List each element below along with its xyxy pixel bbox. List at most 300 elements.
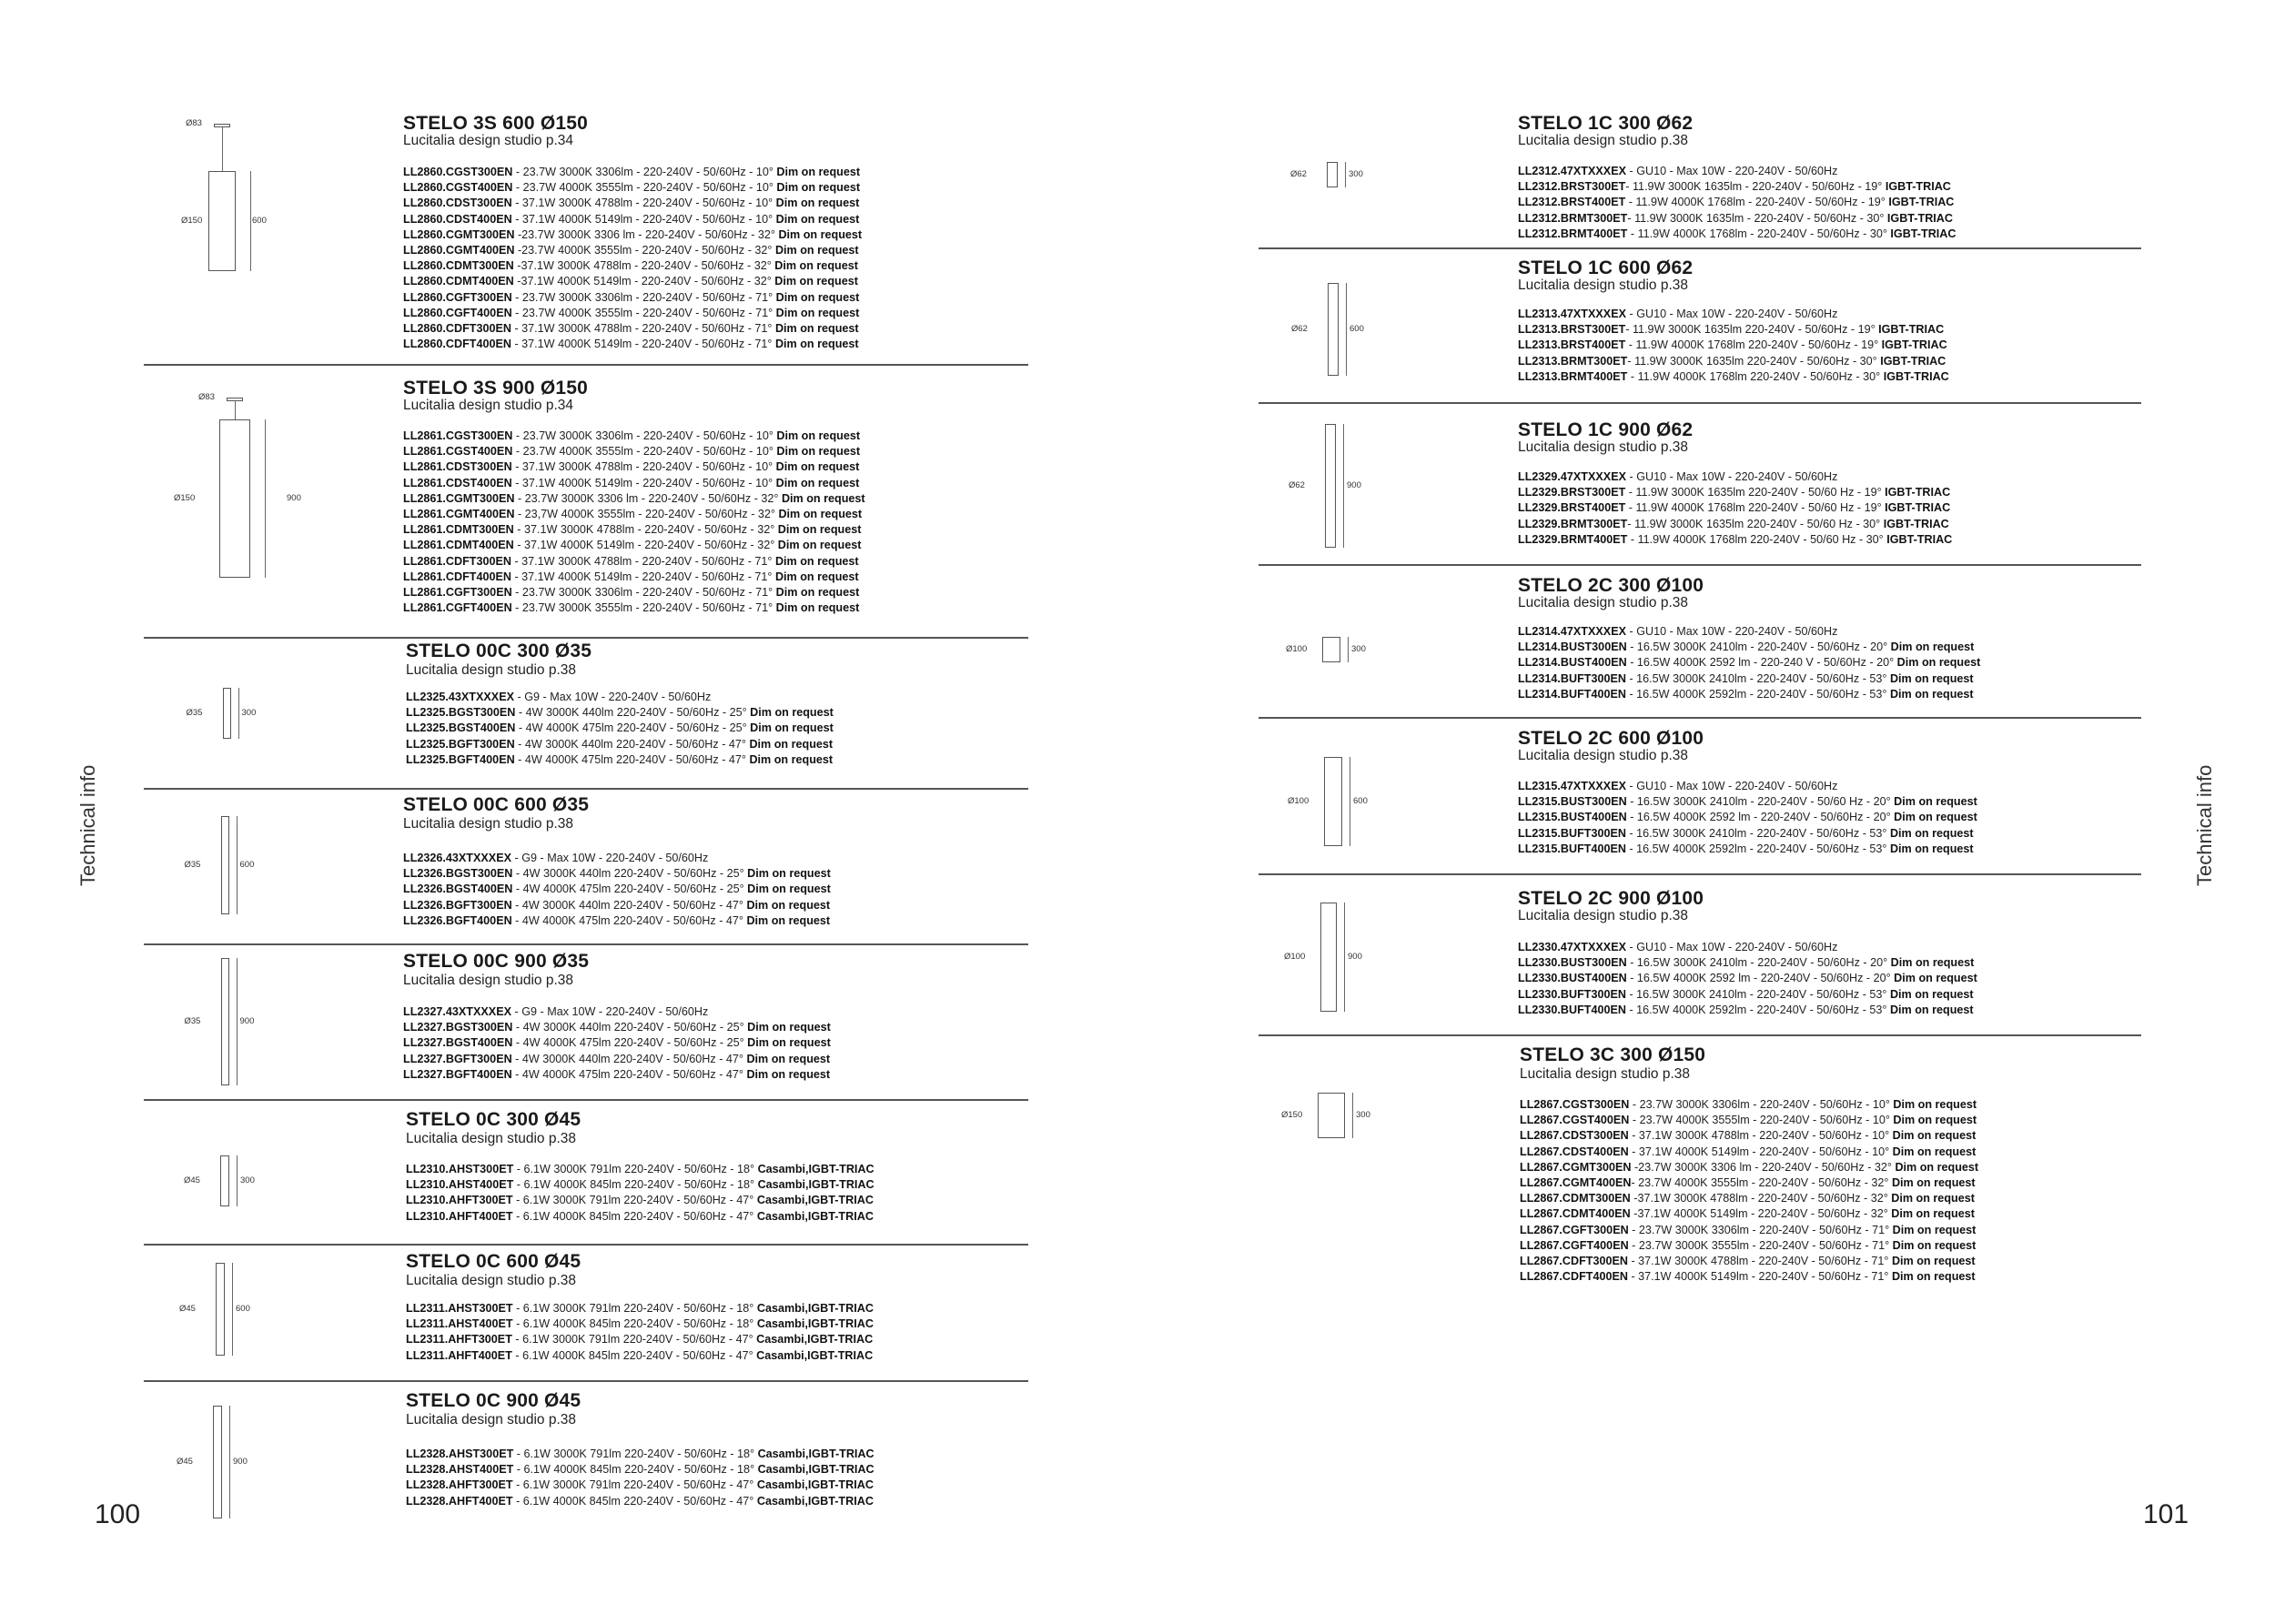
- product-subtitle: Lucitalia design studio p.38: [1518, 908, 1688, 923]
- length-label: 900: [239, 1016, 255, 1026]
- product-title: STELO 2C 300 Ø100: [1518, 575, 1704, 596]
- length-label: 300: [1351, 644, 1366, 654]
- spec-text: - 37.1W 4000K 5149lm - 220-240V - 50/60Hz - 10°: [511, 476, 776, 489]
- length-label: 300: [240, 1175, 255, 1185]
- product-code: LL2325.BGFT300EN: [406, 737, 515, 751]
- control-option: Dim on request: [776, 429, 861, 442]
- spec-row: [403, 1020, 831, 1035]
- control-option: IGBT-TRIAC: [1885, 180, 1951, 194]
- dimension-line: [229, 1406, 230, 1518]
- spec-row: [1518, 307, 1949, 322]
- spec-row: [406, 1348, 874, 1364]
- product-code: LL2861.CGST300EN: [403, 429, 513, 442]
- spec-row: [403, 600, 865, 616]
- control-option: Casambi,IGBT-TRIAC: [756, 1209, 874, 1223]
- control-option: Dim on request: [1889, 687, 1974, 701]
- product-code: LL2861.CDFT400EN: [403, 570, 511, 583]
- product-code: LL2325.BGST400EN: [406, 721, 516, 735]
- product-title: STELO 1C 300 Ø62: [1518, 113, 1694, 134]
- product-subtitle: Lucitalia design studio p.38: [406, 1273, 576, 1288]
- control-option: Dim on request: [775, 212, 860, 226]
- spec-text: - 4W 4000K 475lm 220-240V - 50/60Hz - 47°: [514, 752, 750, 766]
- product-drawing: [1322, 637, 1340, 662]
- section-divider: [1259, 1034, 2141, 1036]
- spec-row: [1518, 164, 1956, 179]
- spec-text: - GU10 - Max 10W - 220-240V - 50/60Hz: [1626, 165, 1838, 177]
- control-option: Dim on request: [747, 1036, 831, 1050]
- dimension-line: [250, 171, 251, 271]
- product-code: LL2867.CDFT300EN: [1520, 1255, 1628, 1268]
- spec-row: [403, 491, 865, 507]
- control-option: Dim on request: [750, 706, 834, 720]
- spec-list: [406, 690, 834, 768]
- spec-row: [1518, 779, 1977, 794]
- spec-text: - 16.5W 4000K 2592 lm - 220-240V - 50/60Hz - 20°: [1626, 972, 1895, 985]
- spec-text: - 6.1W 4000K 845lm 220-240V - 50/60Hz - 18°: [512, 1317, 757, 1331]
- control-option: Dim on request: [1889, 1003, 1974, 1016]
- spec-row: [403, 290, 862, 306]
- left-side-label: Technical info: [76, 764, 99, 886]
- control-option: Dim on request: [1892, 1223, 1977, 1236]
- spec-text: - 23.7W 3000K 3555lm - 220-240V - 50/60Hz - 71°: [1628, 1238, 1893, 1252]
- spec-list: [1518, 307, 1949, 385]
- product-code: LL2860.CGST400EN: [403, 181, 513, 195]
- spec-row: [1518, 211, 1956, 227]
- spec-row: [1518, 517, 1952, 532]
- product-code: LL2327.BGFT300EN: [403, 1052, 512, 1065]
- product-code: LL2312.BRMT400ET: [1518, 227, 1628, 240]
- spec-text: - 23.7W 4000K 3555lm - 220-240V - 50/60Hz - 71°: [511, 306, 776, 319]
- spec-row: [1518, 955, 1977, 971]
- product-subtitle: Lucitalia design studio p.34: [403, 133, 573, 148]
- spec-row: [406, 1462, 875, 1478]
- product-code: LL2860.CGST300EN: [403, 166, 513, 178]
- product-code: LL2861.CDFT300EN: [403, 554, 511, 568]
- spec-text: - 11.9W 4000K 1768lm - 220-240V - 50/60Hz - 19°: [1625, 196, 1889, 209]
- product-drawing: [213, 1406, 222, 1518]
- spec-list: [403, 165, 862, 352]
- product-subtitle: Lucitalia design studio p.38: [406, 1412, 576, 1427]
- spec-text: -23.7W 3000K 3306 lm - 220-240V - 50/60Hz - 32°: [1631, 1160, 1896, 1174]
- spec-text: - 37.1W 3000K 4788lm - 220-240V - 50/60Hz - 10°: [511, 460, 776, 474]
- dimension-line: [232, 1263, 233, 1356]
- spec-text: - 4W 3000K 440lm 220-240V - 50/60Hz - 25°: [512, 1021, 748, 1034]
- spec-row: [1518, 971, 1977, 986]
- spec-row: [406, 752, 834, 768]
- product-title: STELO 0C 900 Ø45: [406, 1390, 581, 1411]
- product-subtitle: Lucitalia design studio p.38: [1518, 277, 1688, 293]
- spec-row: [1520, 1206, 1978, 1222]
- product-title: STELO 1C 600 Ø62: [1518, 257, 1694, 278]
- control-option: Dim on request: [777, 539, 862, 552]
- diameter-label: Ø100: [1284, 952, 1306, 962]
- length-label: 600: [239, 860, 255, 870]
- right-page-number: 101: [2143, 1499, 2189, 1529]
- section-divider: [1259, 247, 2141, 249]
- length-label: 300: [1349, 169, 1363, 179]
- control-option: Dim on request: [746, 913, 831, 927]
- spec-row: [403, 321, 862, 337]
- spec-text: - 6.1W 4000K 845lm 220-240V - 50/60Hz - 18°: [513, 1178, 758, 1192]
- section-divider: [144, 1380, 1028, 1382]
- diameter-label: Ø62: [1289, 480, 1305, 490]
- control-option: Dim on request: [776, 181, 861, 195]
- spec-row: [403, 1035, 831, 1051]
- spec-row: [406, 705, 834, 721]
- product-code: LL2330.BUFT300EN: [1518, 987, 1626, 1001]
- dimension-line: [1345, 162, 1346, 187]
- product-code: LL2326.BGST400EN: [403, 883, 513, 896]
- spec-list: [403, 429, 865, 616]
- spec-list: [406, 1447, 875, 1509]
- spec-row: [403, 258, 862, 274]
- product-code: LL2860.CDST300EN: [403, 197, 512, 210]
- canopy-label: Ø83: [198, 392, 215, 402]
- control-option: Dim on request: [778, 227, 863, 241]
- product-code: LL2860.CDFT300EN: [403, 322, 511, 336]
- spec-row: [1518, 655, 1980, 671]
- product-code: LL2861.CDMT400EN: [403, 539, 514, 552]
- spec-row: [1518, 624, 1980, 640]
- control-option: IGBT-TRIAC: [1883, 517, 1949, 530]
- spec-text: - 23.7W 3000K 3306lm - 220-240V - 50/60Hz - 71°: [511, 290, 776, 304]
- product-code: LL2325.BGFT400EN: [406, 752, 515, 766]
- spec-text: - G9 - Max 10W - 220-240V - 50/60Hz: [511, 852, 709, 864]
- spec-row: [406, 1478, 875, 1493]
- diameter-label: Ø35: [184, 1016, 201, 1026]
- spec-text: - GU10 - Max 10W - 220-240V - 50/60Hz: [1626, 780, 1838, 792]
- product-code: LL2867.CGMT400EN: [1520, 1176, 1632, 1190]
- dimension-line: [265, 419, 266, 578]
- spec-text: - 16.5W 3000K 2410lm - 220-240V - 50/60Hz - 20°: [1626, 956, 1891, 970]
- section-divider: [1259, 873, 2141, 875]
- control-option: Dim on request: [774, 244, 859, 257]
- diameter-label: Ø35: [184, 860, 201, 870]
- product-title: STELO 00C 300 Ø35: [406, 641, 592, 661]
- product-code: LL2310.AHST400ET: [406, 1178, 514, 1192]
- control-option: Dim on request: [1892, 1129, 1977, 1143]
- spec-row: [406, 1193, 875, 1208]
- canopy-label: Ø83: [186, 118, 202, 128]
- spec-row: [403, 554, 865, 570]
- product-subtitle: Lucitalia design studio p.38: [1520, 1066, 1690, 1082]
- spec-text: - 16.5W 3000K 2410lm - 220-240V - 50/60Hz - 53°: [1625, 987, 1890, 1001]
- spec-text: - 6.1W 4000K 845lm 220-240V - 50/60Hz - 18°: [513, 1463, 758, 1477]
- product-subtitle: Lucitalia design studio p.38: [403, 816, 573, 832]
- control-option: Dim on request: [775, 601, 860, 615]
- product-code: LL2861.CGST400EN: [403, 445, 513, 459]
- product-code: LL2867.CDFT400EN: [1520, 1270, 1628, 1284]
- length-label: 300: [1356, 1110, 1370, 1120]
- control-option: Dim on request: [776, 166, 861, 178]
- length-label: 300: [241, 708, 257, 718]
- right-side-label: Technical info: [2193, 764, 2216, 886]
- spec-row: [1518, 485, 1952, 500]
- spec-row: [403, 538, 865, 553]
- spec-row: [406, 721, 834, 736]
- spec-list: [406, 1301, 874, 1364]
- product-drawing: [216, 1263, 225, 1356]
- control-option: Dim on request: [1894, 811, 1977, 824]
- product-subtitle: Lucitalia design studio p.38: [1518, 595, 1688, 610]
- diameter-label: Ø100: [1286, 644, 1308, 654]
- product-code: LL2867.CGST300EN: [1520, 1098, 1630, 1111]
- spec-text: - 16.5W 3000K 2410lm - 220-240V - 50/60Hz - 53°: [1625, 826, 1890, 840]
- product-code: LL2329.BRMT400ET: [1518, 532, 1628, 546]
- product-code: LL2310.AHST300ET: [406, 1163, 514, 1175]
- control-option: Casambi,IGBT-TRIAC: [757, 1463, 875, 1477]
- product-code: LL2313.BRMT400ET: [1518, 369, 1628, 383]
- product-subtitle: Lucitalia design studio p.34: [403, 398, 573, 413]
- spec-text: - 37.1W 4000K 5149lm - 220-240V - 50/60Hz - 71°: [1627, 1270, 1892, 1284]
- product-drawing: [1328, 283, 1339, 376]
- length-label: 600: [252, 216, 267, 226]
- spec-text: - 16.5W 4000K 2592lm - 220-240V - 50/60Hz - 53°: [1625, 842, 1890, 855]
- spec-text: - 4W 3000K 440lm 220-240V - 50/60Hz - 47°: [511, 1052, 747, 1065]
- control-option: Casambi,IGBT-TRIAC: [757, 1163, 875, 1175]
- control-option: Dim on request: [775, 476, 860, 489]
- spec-text: - 23.7W 3000K 3306lm - 220-240V - 50/60Hz - 10°: [1629, 1098, 1894, 1111]
- spec-text: - 16.5W 4000K 2592lm - 220-240V - 50/60Hz - 53°: [1625, 1003, 1890, 1016]
- product-code: LL2326.BGFT300EN: [403, 898, 512, 912]
- spec-row: [403, 585, 865, 600]
- control-option: Casambi,IGBT-TRIAC: [756, 1333, 874, 1347]
- product-code: LL2329.47XTXXXEX: [1518, 470, 1627, 483]
- spec-text: - 11.9W 4000K 1768lm - 220-240V - 50/60Hz - 30°: [1627, 227, 1891, 240]
- product-code: LL2861.CGMT300EN: [403, 491, 515, 505]
- product-title: STELO 3C 300 Ø150: [1520, 1044, 1706, 1065]
- control-option: Casambi,IGBT-TRIAC: [756, 1302, 874, 1315]
- control-option: Dim on request: [1893, 1098, 1977, 1111]
- spec-row: [403, 522, 865, 538]
- length-label: 600: [236, 1304, 250, 1314]
- length-label: 900: [233, 1457, 248, 1467]
- control-option: Dim on request: [775, 197, 860, 210]
- control-option: Dim on request: [746, 1067, 831, 1081]
- spec-text: - 37.1W 4000K 5149lm - 220-240V - 50/60Hz - 71°: [511, 338, 775, 351]
- control-option: Dim on request: [747, 867, 831, 881]
- control-option: Dim on request: [1891, 1270, 1976, 1284]
- spec-row: [403, 274, 862, 289]
- control-option: Dim on request: [774, 259, 858, 273]
- product-code: LL2313.BRST400ET: [1518, 338, 1626, 352]
- spec-row: [1520, 1175, 1978, 1191]
- control-option: IGBT-TRIAC: [1883, 369, 1949, 383]
- spec-text: - 23.7W 3000K 3306lm - 220-240V - 50/60Hz - 10°: [512, 166, 777, 178]
- product-code: LL2328.AHFT400ET: [406, 1494, 513, 1508]
- section-divider: [1259, 402, 2141, 404]
- spec-text: - GU10 - Max 10W - 220-240V - 50/60Hz: [1626, 470, 1838, 483]
- spec-row: [403, 459, 865, 475]
- product-code: LL2867.CGFT300EN: [1520, 1223, 1629, 1236]
- spec-list: [1518, 469, 1952, 548]
- control-option: Dim on request: [746, 1052, 831, 1065]
- spec-row: [403, 882, 831, 897]
- product-code: LL2311.AHFT400ET: [406, 1348, 512, 1362]
- product-code: LL2867.CGMT300EN: [1520, 1160, 1632, 1174]
- spec-text: - 4W 3000K 440lm 220-240V - 50/60Hz - 25°: [512, 867, 748, 881]
- control-option: Dim on request: [1890, 956, 1975, 970]
- product-code: LL2329.BRMT300ET: [1518, 517, 1628, 530]
- product-title: STELO 2C 900 Ø100: [1518, 888, 1704, 909]
- control-option: IGBT-TRIAC: [1886, 211, 1953, 225]
- spec-text: - 6.1W 4000K 845lm 220-240V - 50/60Hz - 47°: [512, 1494, 757, 1508]
- control-option: Casambi,IGBT-TRIAC: [756, 1478, 874, 1492]
- control-option: Dim on request: [747, 883, 831, 896]
- product-drawing: [223, 688, 231, 739]
- spec-text: - 6.1W 3000K 791lm 220-240V - 50/60Hz - 18°: [513, 1163, 758, 1175]
- spec-row: [1520, 1113, 1978, 1128]
- spec-text: - GU10 - Max 10W - 220-240V - 50/60Hz: [1626, 625, 1838, 638]
- diameter-label: Ø150: [181, 216, 203, 226]
- product-code: LL2311.AHST400ET: [406, 1317, 513, 1331]
- control-option: Dim on request: [781, 491, 865, 505]
- product-drawing: [1318, 1093, 1345, 1138]
- control-option: Dim on request: [1893, 1114, 1977, 1127]
- control-option: Dim on request: [746, 898, 831, 912]
- spec-row: [403, 507, 865, 522]
- spec-row: [1518, 369, 1949, 385]
- diameter-label: Ø150: [174, 493, 196, 503]
- product-code: LL2311.AHFT300ET: [406, 1333, 512, 1347]
- spec-row: [1518, 940, 1977, 955]
- spec-row: [1518, 687, 1980, 702]
- spec-row: [1518, 469, 1952, 485]
- spec-row: [1518, 987, 1977, 1003]
- control-option: Dim on request: [775, 460, 860, 474]
- control-option: Dim on request: [749, 752, 834, 766]
- product-title: STELO 2C 600 Ø100: [1518, 728, 1704, 749]
- product-code: LL2328.AHST400ET: [406, 1463, 514, 1477]
- product-code: LL2326.BGFT400EN: [403, 913, 512, 927]
- spec-row: [1520, 1145, 1978, 1160]
- spec-row: [1520, 1097, 1978, 1113]
- spec-row: [1518, 826, 1977, 842]
- spec-text: - 4W 3000K 440lm 220-240V - 50/60Hz - 47°: [511, 898, 747, 912]
- product-code: LL2312.BRMT300ET: [1518, 211, 1628, 225]
- product-code: LL2312.BRST400ET: [1518, 196, 1626, 209]
- control-option: IGBT-TRIAC: [1886, 532, 1953, 546]
- spec-text: - 37.1W 3000K 4788lm - 220-240V - 50/60Hz - 71°: [511, 322, 775, 336]
- product-code: LL2861.CGMT400EN: [403, 508, 515, 521]
- spec-text: - 11.9W 3000K 1635lm 220-240V - 50/60 Hz - 30°: [1627, 517, 1884, 530]
- spec-row: [1518, 1003, 1977, 1018]
- product-code: LL2330.BUST300EN: [1518, 956, 1627, 970]
- spec-row: [403, 180, 862, 196]
- section-divider: [1259, 564, 2141, 566]
- length-label: 900: [287, 493, 301, 503]
- spec-row: [403, 444, 865, 459]
- spec-row: [403, 306, 862, 321]
- product-code: LL2310.AHFT400ET: [406, 1209, 513, 1223]
- control-option: Casambi,IGBT-TRIAC: [756, 1348, 874, 1362]
- control-option: Dim on request: [1891, 1207, 1975, 1221]
- product-code: LL2861.CGFT400EN: [403, 601, 512, 615]
- control-option: Dim on request: [1895, 1160, 1979, 1174]
- dimension-line: [1346, 283, 1347, 376]
- control-option: Dim on request: [774, 322, 859, 336]
- spec-row: [1518, 794, 1977, 810]
- length-label: 600: [1350, 324, 1364, 334]
- diameter-label: Ø100: [1288, 796, 1309, 806]
- product-drawing: [219, 419, 250, 578]
- product-drawing: [221, 958, 229, 1085]
- spec-text: -37.1W 3000K 4788lm - 220-240V - 50/60Hz - 32°: [1630, 1192, 1892, 1205]
- product-code: LL2327.43XTXXXEX: [403, 1005, 512, 1018]
- product-drawing: [221, 816, 229, 914]
- spec-row: [403, 429, 865, 444]
- control-option: Dim on request: [775, 586, 860, 600]
- control-option: Dim on request: [1889, 671, 1974, 685]
- spec-row: [406, 1301, 874, 1316]
- section-divider: [144, 788, 1028, 790]
- product-title: STELO 3S 600 Ø150: [403, 113, 589, 134]
- product-subtitle: Lucitalia design studio p.38: [1518, 439, 1688, 455]
- control-option: Dim on request: [1889, 987, 1974, 1001]
- spec-text: - 23.7W 4000K 3555lm - 220-240V - 50/60Hz - 10°: [1629, 1114, 1894, 1127]
- spec-row: [1520, 1128, 1978, 1144]
- product-drawing: [220, 1155, 229, 1206]
- spec-text: - G9 - Max 10W - 220-240V - 50/60Hz: [511, 1005, 709, 1018]
- spec-text: - 6.1W 3000K 791lm 220-240V - 50/60Hz - 47°: [512, 1478, 757, 1492]
- spec-row: [406, 1316, 874, 1332]
- spec-row: [403, 1052, 831, 1067]
- spec-text: - 23.7W 4000K 3555lm - 220-240V - 50/60Hz - 32°: [1631, 1176, 1892, 1190]
- spec-text: - 4W 4000K 475lm 220-240V - 50/60Hz - 47°: [511, 1067, 747, 1081]
- product-code: LL2312.BRST300ET: [1518, 180, 1626, 194]
- spec-text: - 37.1W 4000K 5149lm - 220-240V - 50/60Hz - 10°: [511, 212, 776, 226]
- product-code: LL2315.BUST300EN: [1518, 795, 1627, 809]
- section-divider: [144, 1244, 1028, 1246]
- spec-text: - 4W 4000K 475lm 220-240V - 50/60Hz - 47°: [511, 913, 747, 927]
- control-option: Dim on request: [1891, 1255, 1976, 1268]
- spec-text: - GU10 - Max 10W - 220-240V - 50/60Hz: [1626, 308, 1838, 320]
- spec-text: - 23.7W 4000K 3555lm - 220-240V - 50/60Hz - 10°: [512, 181, 777, 195]
- spec-text: - 6.1W 3000K 791lm 220-240V - 50/60Hz - 18°: [512, 1302, 757, 1315]
- control-option: IGBT-TRIAC: [1878, 323, 1945, 337]
- spec-row: [406, 1494, 875, 1509]
- product-code: LL2313.BRMT300ET: [1518, 354, 1628, 368]
- spec-row: [403, 165, 862, 180]
- spec-row: [403, 913, 831, 929]
- spec-text: - 4W 4000K 475lm 220-240V - 50/60Hz - 25°: [515, 721, 751, 735]
- spec-text: - 4W 4000K 475lm 220-240V - 50/60Hz - 25°: [512, 1036, 748, 1050]
- control-option: Dim on request: [747, 1021, 831, 1034]
- spec-row: [406, 1177, 875, 1193]
- control-option: Dim on request: [777, 523, 862, 537]
- product-title: STELO 0C 600 Ø45: [406, 1251, 581, 1272]
- control-option: Dim on request: [1892, 1145, 1977, 1158]
- product-code: LL2329.BRST400ET: [1518, 501, 1626, 515]
- length-label: 900: [1347, 480, 1361, 490]
- spec-text: - 11.9W 4000K 1768lm 220-240V - 50/60Hz - 30°: [1627, 369, 1884, 383]
- spec-text: - 37.1W 3000K 4788lm - 220-240V - 50/60Hz - 71°: [1627, 1255, 1892, 1268]
- spec-text: -37.1W 4000K 5149lm - 220-240V - 50/60Hz - 32°: [1630, 1207, 1892, 1221]
- control-option: IGBT-TRIAC: [1880, 354, 1946, 368]
- spec-text: - 6.1W 3000K 791lm 220-240V - 50/60Hz - 47°: [511, 1333, 757, 1347]
- control-option: Dim on request: [778, 508, 863, 521]
- section-divider: [144, 364, 1028, 366]
- control-option: Dim on request: [749, 737, 834, 751]
- spec-row: [403, 1004, 831, 1020]
- product-code: LL2326.43XTXXXEX: [403, 852, 512, 864]
- product-title: STELO 0C 300 Ø45: [406, 1109, 581, 1130]
- spec-list: [1520, 1097, 1978, 1285]
- section-divider: [144, 943, 1028, 945]
- product-code: LL2310.AHFT300ET: [406, 1194, 513, 1207]
- control-option: Dim on request: [774, 554, 859, 568]
- product-code: LL2867.CGFT400EN: [1520, 1238, 1629, 1252]
